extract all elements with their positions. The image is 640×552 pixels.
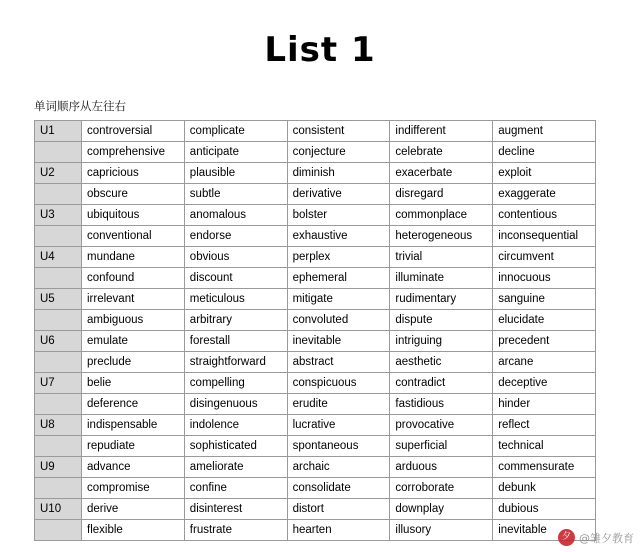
- table-row: [35, 331, 596, 352]
- word-cell: downplay: [390, 499, 493, 520]
- word-cell: mitigate: [287, 289, 390, 310]
- word-cell: meticulous: [184, 289, 287, 310]
- table-row: [35, 520, 596, 541]
- word-cell: bolster: [287, 205, 390, 226]
- word-cell: disingenuous: [184, 394, 287, 415]
- word-cell: forestall: [184, 331, 287, 352]
- table-row: [35, 499, 596, 520]
- word-cell: exacerbate: [390, 163, 493, 184]
- word-cell: belie: [82, 373, 185, 394]
- word-cell: technical: [493, 436, 596, 457]
- word-cell: trivial: [390, 247, 493, 268]
- page-title: List 1: [264, 30, 376, 70]
- word-cell: debunk: [493, 478, 596, 499]
- unit-label-empty: [35, 478, 82, 499]
- word-cell: derivative: [287, 184, 390, 205]
- word-cell: decline: [493, 142, 596, 163]
- word-cell: precedent: [493, 331, 596, 352]
- word-cell: complicate: [184, 121, 287, 142]
- word-cell: deceptive: [493, 373, 596, 394]
- table-row: [35, 184, 596, 205]
- unit-label-empty: [35, 394, 82, 415]
- word-cell: erudite: [287, 394, 390, 415]
- word-cell: convoluted: [287, 310, 390, 331]
- word-cell: obvious: [184, 247, 287, 268]
- word-cell: sophisticated: [184, 436, 287, 457]
- unit-label: U6: [35, 331, 82, 352]
- word-cell: consolidate: [287, 478, 390, 499]
- watermark-badge-icon: 夕: [558, 529, 575, 546]
- table-row: [35, 394, 596, 415]
- word-cell: elucidate: [493, 310, 596, 331]
- word-cell: indispensable: [82, 415, 185, 436]
- word-cell: distort: [287, 499, 390, 520]
- word-cell: confine: [184, 478, 287, 499]
- table-row: [35, 436, 596, 457]
- word-cell: inevitable: [287, 331, 390, 352]
- word-cell: ambiguous: [82, 310, 185, 331]
- word-cell: spontaneous: [287, 436, 390, 457]
- watermark: [558, 529, 634, 546]
- table-row: [35, 457, 596, 478]
- word-cell: hearten: [287, 520, 390, 541]
- unit-label-empty: [35, 310, 82, 331]
- table-row: [35, 226, 596, 247]
- word-cell: controversial: [82, 121, 185, 142]
- word-cell: repudiate: [82, 436, 185, 457]
- table-row: [35, 247, 596, 268]
- unit-label: U9: [35, 457, 82, 478]
- word-cell: confound: [82, 268, 185, 289]
- word-cell: dubious: [493, 499, 596, 520]
- unit-label-empty: [35, 142, 82, 163]
- table-row: [35, 373, 596, 394]
- word-cell: ubiquitous: [82, 205, 185, 226]
- vocabulary-table: [34, 120, 596, 541]
- table-row: [35, 268, 596, 289]
- table-row: [35, 352, 596, 373]
- unit-label-empty: [35, 184, 82, 205]
- word-cell: sanguine: [493, 289, 596, 310]
- word-cell: innocuous: [493, 268, 596, 289]
- word-cell: superficial: [390, 436, 493, 457]
- order-note: 单词顺序从左往右: [34, 99, 126, 113]
- word-cell: disregard: [390, 184, 493, 205]
- word-cell: heterogeneous: [390, 226, 493, 247]
- word-cell: inevitable: [493, 520, 596, 541]
- word-cell: illuminate: [390, 268, 493, 289]
- word-cell: conjecture: [287, 142, 390, 163]
- table-row: [35, 142, 596, 163]
- unit-label-empty: [35, 436, 82, 457]
- word-cell: corroborate: [390, 478, 493, 499]
- table-body: [35, 121, 596, 541]
- unit-label-empty: [35, 352, 82, 373]
- watermark-label: @雏夕教育: [579, 531, 634, 545]
- word-cell: arbitrary: [184, 310, 287, 331]
- word-cell: consistent: [287, 121, 390, 142]
- word-cell: subtle: [184, 184, 287, 205]
- word-cell: inconsequential: [493, 226, 596, 247]
- word-cell: irrelevant: [82, 289, 185, 310]
- word-cell: obscure: [82, 184, 185, 205]
- word-cell: compromise: [82, 478, 185, 499]
- word-cell: indolence: [184, 415, 287, 436]
- table-row: [35, 478, 596, 499]
- word-cell: fastidious: [390, 394, 493, 415]
- word-cell: provocative: [390, 415, 493, 436]
- word-cell: plausible: [184, 163, 287, 184]
- word-cell: celebrate: [390, 142, 493, 163]
- word-cell: mundane: [82, 247, 185, 268]
- word-cell: dispute: [390, 310, 493, 331]
- unit-label: U4: [35, 247, 82, 268]
- word-cell: anticipate: [184, 142, 287, 163]
- word-cell: lucrative: [287, 415, 390, 436]
- word-cell: anomalous: [184, 205, 287, 226]
- word-cell: ephemeral: [287, 268, 390, 289]
- word-cell: indifferent: [390, 121, 493, 142]
- word-cell: capricious: [82, 163, 185, 184]
- word-cell: compelling: [184, 373, 287, 394]
- word-cell: conventional: [82, 226, 185, 247]
- word-cell: discount: [184, 268, 287, 289]
- table-row: [35, 205, 596, 226]
- word-cell: disinterest: [184, 499, 287, 520]
- table-row: [35, 121, 596, 142]
- word-cell: exploit: [493, 163, 596, 184]
- unit-label: U2: [35, 163, 82, 184]
- word-cell: abstract: [287, 352, 390, 373]
- word-cell: derive: [82, 499, 185, 520]
- word-cell: reflect: [493, 415, 596, 436]
- table-row: [35, 289, 596, 310]
- table-row: [35, 415, 596, 436]
- word-cell: arduous: [390, 457, 493, 478]
- word-cell: aesthetic: [390, 352, 493, 373]
- table-row: [35, 163, 596, 184]
- unit-label: U8: [35, 415, 82, 436]
- word-cell: preclude: [82, 352, 185, 373]
- word-cell: hinder: [493, 394, 596, 415]
- unit-label: U5: [35, 289, 82, 310]
- word-cell: frustrate: [184, 520, 287, 541]
- word-cell: circumvent: [493, 247, 596, 268]
- word-cell: exaggerate: [493, 184, 596, 205]
- word-cell: arcane: [493, 352, 596, 373]
- word-cell: endorse: [184, 226, 287, 247]
- word-cell: contradict: [390, 373, 493, 394]
- unit-label-empty: [35, 226, 82, 247]
- word-cell: contentious: [493, 205, 596, 226]
- word-cell: perplex: [287, 247, 390, 268]
- word-cell: intriguing: [390, 331, 493, 352]
- word-cell: exhaustive: [287, 226, 390, 247]
- unit-label: U1: [35, 121, 82, 142]
- word-cell: emulate: [82, 331, 185, 352]
- word-cell: diminish: [287, 163, 390, 184]
- table-row: [35, 310, 596, 331]
- word-cell: archaic: [287, 457, 390, 478]
- unit-label-empty: [35, 268, 82, 289]
- word-cell: straightforward: [184, 352, 287, 373]
- unit-label: U7: [35, 373, 82, 394]
- word-cell: comprehensive: [82, 142, 185, 163]
- word-cell: rudimentary: [390, 289, 493, 310]
- word-cell: flexible: [82, 520, 185, 541]
- word-cell: deference: [82, 394, 185, 415]
- unit-label: U10: [35, 499, 82, 520]
- word-cell: commensurate: [493, 457, 596, 478]
- word-cell: conspicuous: [287, 373, 390, 394]
- word-cell: commonplace: [390, 205, 493, 226]
- word-cell: illusory: [390, 520, 493, 541]
- unit-label-empty: [35, 520, 82, 541]
- word-cell: advance: [82, 457, 185, 478]
- word-cell: ameliorate: [184, 457, 287, 478]
- word-cell: augment: [493, 121, 596, 142]
- unit-label: U3: [35, 205, 82, 226]
